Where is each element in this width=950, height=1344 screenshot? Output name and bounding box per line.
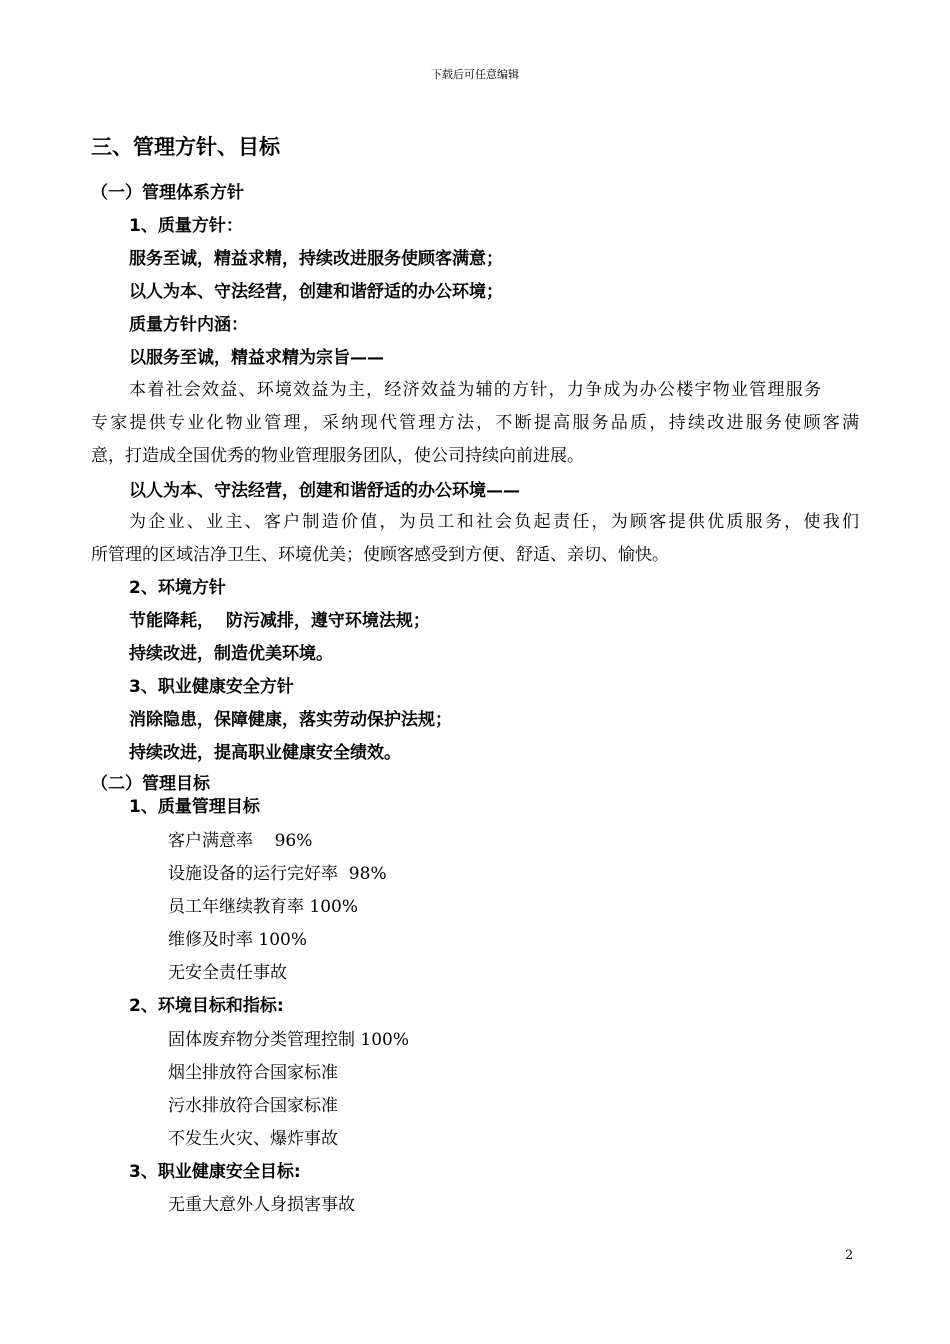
environment-policy-line: 节能降耗， 防污减排，遵守环境法规； <box>129 611 430 631</box>
ohs-policy-line: 消除隐患，保障健康，落实劳动保护法规； <box>129 710 452 730</box>
connotation-subheading: 以服务至诚，精益求精为宗旨—— <box>129 348 384 368</box>
objective-item: 固体废弃物分类管理控制 100% <box>168 1030 410 1050</box>
paragraph-line: 意，打造成全国优秀的物业管理服务团队，使公司持续向前进展。 <box>91 446 584 466</box>
objective-item: 烟尘排放符合国家标准 <box>168 1063 338 1083</box>
objectives-heading: （二）管理目标 <box>91 774 210 794</box>
page-header-note: 下载后可任意编辑 <box>431 68 519 81</box>
paragraph-line: 为企业、业主、客户制造价值，为员工和社会负起责任，为顾客提供优质服务，使我们 <box>129 512 859 532</box>
environment-objectives-title: 2、环境目标和指标: <box>129 996 284 1016</box>
page-number: 2 <box>845 1248 854 1263</box>
quality-objectives-title: 1、质量管理目标 <box>129 797 260 817</box>
section-title: 三、管理方针、目标 <box>91 135 280 159</box>
objective-item: 不发生火灾、爆炸事故 <box>168 1129 338 1149</box>
ohs-policy-line: 持续改进，提高职业健康安全绩效。 <box>129 743 401 763</box>
objective-item: 设施设备的运行完好率 98% <box>168 864 387 884</box>
environment-policy-title: 2、环境方针 <box>129 578 226 598</box>
paragraph-line: 本着社会效益、环境效益为主，经济效益为辅的方针，力争成为办公楼宇物业管理服务 <box>129 380 821 400</box>
paragraph-line: 所管理的区域洁净卫生、环境优美；使顾客感受到方便、舒适、亲切、愉快。 <box>91 545 669 565</box>
connotation-subheading: 以人为本、守法经营，创建和谐舒适的办公环境—— <box>129 481 520 501</box>
objective-item: 污水排放符合国家标准 <box>168 1096 338 1116</box>
objective-item: 维修及时率 100% <box>168 930 308 950</box>
policy-heading: （一）管理体系方针 <box>91 183 244 203</box>
objective-item: 客户满意率 96% <box>168 831 313 851</box>
quality-policy-line: 以人为本、守法经营，创建和谐舒适的办公环境； <box>129 282 503 302</box>
quality-connotation-title: 质量方针内涵： <box>129 315 248 335</box>
ohs-policy-title: 3、职业健康安全方针 <box>129 677 294 697</box>
environment-policy-line: 持续改进，制造优美环境。 <box>129 644 333 664</box>
ohs-objectives-title: 3、职业健康安全目标: <box>129 1162 301 1182</box>
objective-item: 无安全责任事故 <box>168 963 287 983</box>
paragraph-line: 专家提供专业化物业管理，采纳现代管理方法，不断提高服务品质，持续改进服务使顾客满 <box>91 413 859 433</box>
objective-item: 员工年继续教育率 100% <box>168 897 359 917</box>
objective-item: 无重大意外人身损害事故 <box>168 1195 355 1215</box>
quality-policy-title: 1、质量方针： <box>129 216 243 236</box>
quality-policy-line: 服务至诚，精益求精，持续改进服务使顾客满意； <box>129 249 503 269</box>
